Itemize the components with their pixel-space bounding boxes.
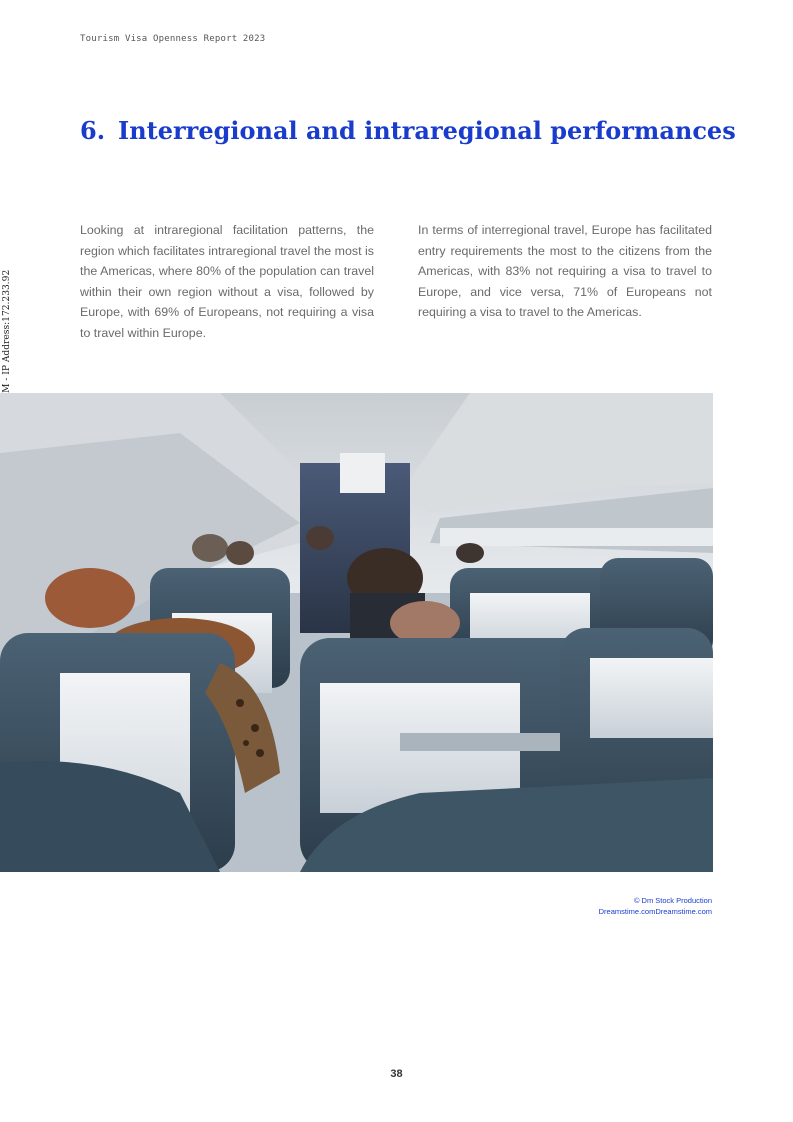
running-header: Tourism Visa Openness Report 2023: [80, 34, 266, 44]
body-paragraph-right: In terms of interregional travel, Europe has facilitated entry requirements the most to the citizens from the Americas, with 83% not requiring a visa to travel to Europe, and vice versa, 71% of Europeans not requiring a visa to travel to the Americas.: [418, 223, 712, 320]
body-paragraph-left: Looking at intraregional facilitation patterns, the region which facilitates intraregional travel the most is the Americas, where 80% of the population can travel within their own region without a visa, followed by Europe, with 69% of Europeans, not requiring a visa to travel within Europe.: [80, 223, 374, 340]
photo-credit-source: Dreamstime.comDreamstime.com: [598, 907, 712, 916]
photo-credit-author: © Dm Stock Production: [633, 896, 712, 905]
chapter-heading: [80, 116, 740, 145]
airplane-cabin-photo: [0, 393, 713, 872]
section-number: 6.: [80, 116, 106, 145]
page-number: 38: [390, 1068, 403, 1080]
cabin-illustration: [0, 393, 713, 872]
photo-credit: [599, 895, 712, 917]
section-title: Interregional and intraregional performances: [118, 116, 736, 145]
